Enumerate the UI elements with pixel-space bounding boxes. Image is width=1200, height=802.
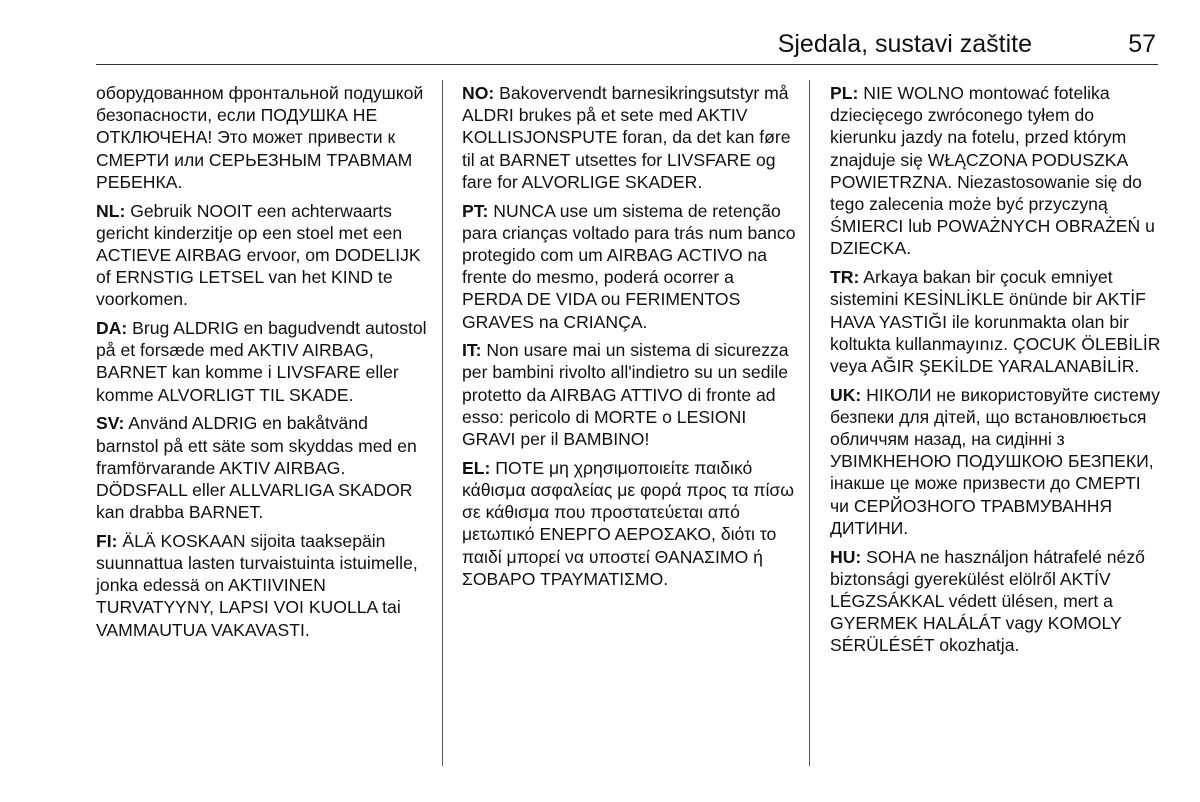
warning-paragraph-no [462, 82, 796, 193]
text-column-2 [462, 82, 796, 596]
warning-paragraph-it [462, 339, 796, 450]
language-code: SV: [96, 413, 125, 434]
text-column-1 [96, 82, 430, 647]
column-divider [442, 80, 443, 766]
language-code: HU: [830, 546, 862, 567]
language-code: FI: [96, 530, 118, 551]
warning-paragraph-uk [830, 384, 1162, 539]
language-code: DA: [96, 318, 128, 339]
warning-paragraph-pl [830, 82, 1162, 260]
language-code: NL: [96, 200, 126, 221]
language-code: UK: [830, 384, 862, 405]
language-code: PL: [830, 83, 859, 103]
warning-text: ΠΟΤΕ μη χρησιμοποιείτε παιδικό κάθισμα ασφαλείας με φορά προς τα πίσω σε κάθισμα που προστατεύεται από μετωπικό ΕΝΕΡΓΟ ΑΕΡΟΣΑΚΟ, διότι το παιδί μπορεί να υποστεί ΘΑΝΑΣΙΜΟ ή ΣΟΒΑΡΟ ΤΡΑΥΜΑΤΙΣΜΟ. [462, 457, 795, 589]
warning-text: НІКОЛИ не використовуйте систему безпеки для дітей, що встановлюється обличчям назад, на сидінні з УВІМКНЕНОЮ ПОДУШКОЮ БЕЗПЕКИ, інакше це може призвести до СМЕРТІ чи СЕРЙОЗНОГО ТРАВМУВАННЯ ДИТИНИ. [830, 384, 1160, 538]
warning-text: Non usare mai un sistema di sicurezza per bambini rivolto all'indietro su un sedile protetto da AIRBAG ATTIVO di fronte ad esso: pericolo di MORTE o LESIONI GRAVI per il BAMBINO! [462, 340, 789, 450]
warning-text: оборудованном фронтальной подушкой безопасности, если ПОДУШКА НЕ ОТКЛЮЧЕНА! Это может привести к СМЕРТИ или СЕРЬЕЗНЫМ ТРАВМАМ РЕБЕНКА. [96, 83, 424, 192]
warning-text: Bakovervendt barnesikringsutstyr må ALDRI brukes på et sete med AKTIV KOLLISJONSPUTE foran, da det kan føre til at BARNET utsettes for LIVSFARE og fare for ALVORLIGE SKADER. [462, 83, 791, 192]
warning-text: SOHA ne használjon hátrafelé néző biztonsági gyerekülést elölről AKTÍV LÉGZSÁKKAL védett ülésen, mert a GYERMEK HALÁLÁT vagy KOMOLY SÉRÜLÉSÉT okozhatja. [830, 546, 1145, 656]
column-divider [809, 80, 810, 766]
warning-text: Brug ALDRIG en bagudvendt autostol på et forsæde med AKTIV AIRBAG, BARNET kan komme i LIVSFARE eller komme ALVORLIGT TIL SKADE. [96, 318, 427, 405]
page-header [96, 28, 1158, 65]
language-code: EL: [462, 457, 491, 478]
language-code: PT: [462, 200, 489, 221]
language-code: NO: [462, 83, 495, 103]
text-column-3 [830, 82, 1162, 663]
warning-paragraph-da [96, 317, 430, 406]
language-code: IT: [462, 340, 482, 361]
warning-paragraph-pt [462, 200, 796, 333]
warning-text: ÄLÄ KOSKAAN sijoita taaksepäin suunnattua lasten turvaistuinta istuimelle, jonka edessä on AKTIIVINEN TURVATYYNY, LAPSI VOI KUOLLA tai VAMMAUTUA VAKAVASTI. [96, 530, 418, 640]
warning-paragraph-nl [96, 200, 430, 311]
section-title: Sjedala, sustavi zaštite [777, 30, 1032, 58]
warning-text: Använd ALDRIG en bakåtvänd barnstol på ett säte som skyddas med en framförvarande AKTIV AIRBAG. DÖDSFALL eller ALLVARLIGA SKADOR kan drabba BARNET. [96, 413, 417, 523]
warning-paragraph-ru [96, 82, 430, 193]
warning-text: Gebruik NOOIT een achterwaarts gericht kinderzitje op een stoel met een ACTIEVE AIRBAG ervoor, om DODELIJK of ERNSTIG LETSEL van het KIND te voorkomen. [96, 200, 421, 310]
warning-text: Arkaya bakan bir çocuk emniyet sistemini KESİNLİKLE önünde bir AKTİF HAVA YASTIĞI ile korunmakta olan bir koltukta kullanmayınız. ÇOCUK ÖLEBİLİR veya AĞIR ŞEKİLDE YARALANABİLİR. [830, 267, 1161, 376]
warning-paragraph-sv [96, 412, 430, 523]
warning-text: NIE WOLNO montować fotelika dziecięcego zwróconego tyłem do kierunku jazdy na fotelu, przed którym znajduje się WŁĄCZONA PODUSZKA POWIETRZNA. Niezastosowanie się do tego zalecenia może być przyczyną ŚMIERCI lub POWAŻNYCH OBRAŻEŃ u DZIECKA. [830, 83, 1155, 259]
warning-paragraph-hu [830, 546, 1162, 657]
page-number: 57 [1128, 30, 1156, 58]
warning-paragraph-fi [96, 530, 430, 641]
warning-paragraph-el [462, 457, 796, 590]
language-code: TR: [830, 267, 860, 288]
warning-paragraph-tr [830, 266, 1162, 377]
warning-text: NUNCA use um sistema de retenção para crianças voltado para trás num banco protegido com um AIRBAG ACTIVO na frente do mesmo, poderá ocorrer a PERDA DE VIDA ou FERIMENTOS GRAVES na CRIANÇA. [462, 200, 796, 332]
